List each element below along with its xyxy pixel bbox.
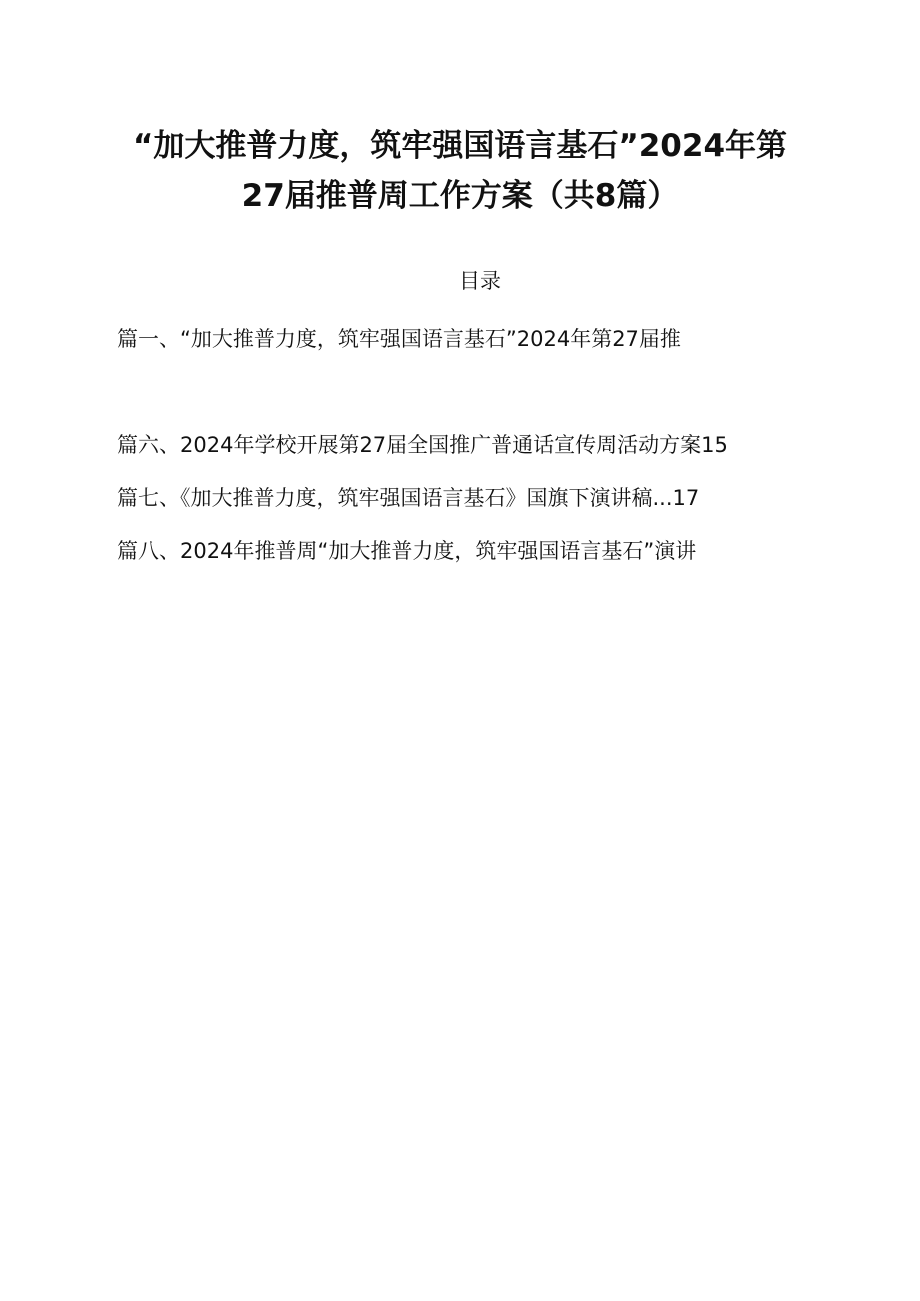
toc-entry-6[interactable]: 篇六、2024年学校开展第27届全国推广普通话宣传周活动方案15 [117, 433, 728, 457]
toc-entry-7[interactable]: 篇七、《加大推普力度，筑牢强国语言基石》国旗下演讲稿...17 [117, 486, 700, 510]
document-title-line-1: “加大推普力度，筑牢强国语言基石”2024年第 [132, 128, 788, 164]
document-title-line-2: 27届推普周工作方案（共8篇） [241, 178, 679, 214]
toc-entry-8[interactable]: 篇八、2024年推普周“加大推普力度，筑牢强国语言基石”演讲 [117, 539, 697, 563]
toc-heading: 目录 [459, 269, 501, 293]
toc-entry-1[interactable]: 篇一、“加大推普力度，筑牢强国语言基石”2024年第27届推 [117, 327, 681, 351]
